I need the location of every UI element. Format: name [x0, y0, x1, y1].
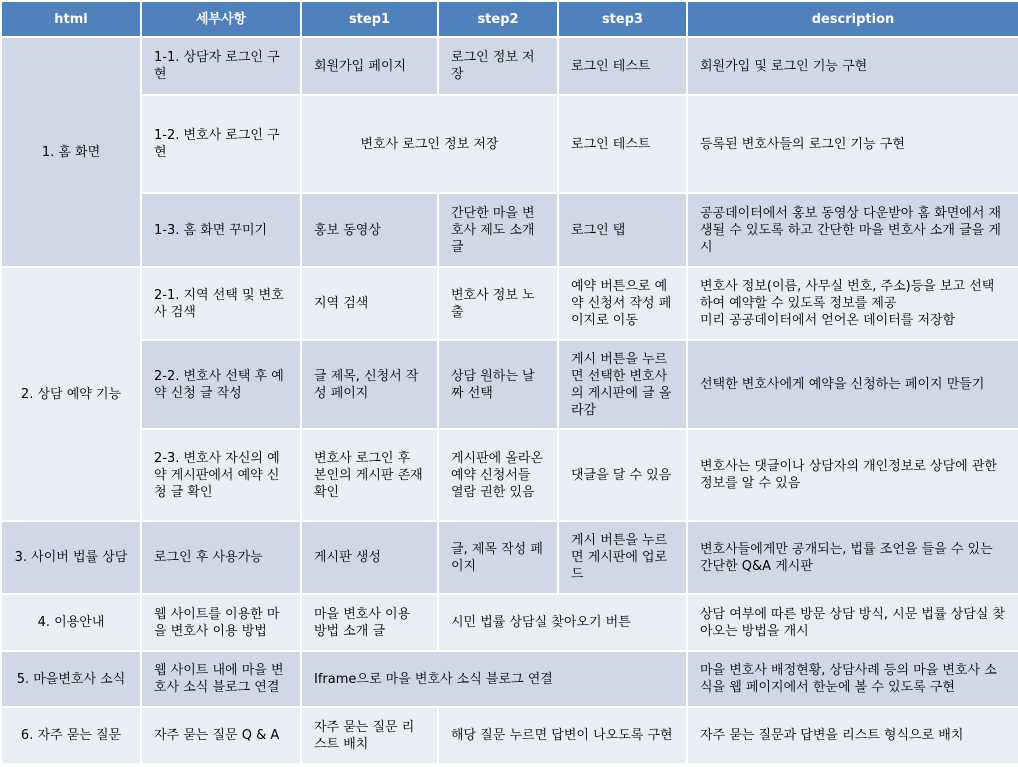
header-row — [1, 1, 1018, 37]
header-description: description — [687, 1, 1018, 37]
detail-cell: 2-2. 변호사 선택 후 예 약 신청 글 작성 — [141, 340, 301, 429]
description-cell: 마을 변호사 배정현황, 상담사례 등의 마을 변호사 소 식을 웹 페이지에서 한눈에 볼 수 있도록 구현 — [687, 651, 1018, 707]
detail-cell: 웹 사이트를 이용한 마 을 변호사 이용 방법 — [141, 594, 301, 651]
description-cell: 회원가입 및 로그인 기능 구현 — [687, 37, 1018, 95]
description-cell: 자주 묻는 질문과 답변을 리스트 형식으로 배치 — [687, 707, 1018, 764]
step3-cell: 예약 버튼으로 예 약 신청서 작성 페 이지로 이동 — [558, 267, 687, 340]
table-row — [1, 37, 1018, 95]
description-cell: 상담 여부에 따른 방문 상담 방식, 시문 법률 상담실 찾 아오는 방법을 개시 — [687, 594, 1018, 651]
section-home: 1. 홈 화면 — [1, 37, 141, 267]
section-reservation: 2. 상담 예약 기능 — [1, 267, 141, 521]
step1-cell: 글 제목, 신청서 작 성 페이지 — [301, 340, 438, 429]
detail-cell: 1-1. 상담자 로그인 구 현 — [141, 37, 301, 95]
detail-cell: 웹 사이트 내에 마을 변 호사 소식 블로그 연결 — [141, 651, 301, 707]
description-cell: 선택한 변호사에게 예약을 신청하는 페이지 만들기 — [687, 340, 1018, 429]
detail-cell: 1-3. 홈 화면 꾸미기 — [141, 193, 301, 267]
step2-cell: 변호사 정보 노 출 — [438, 267, 558, 340]
step2-cell: 로그인 정보 저 장 — [438, 37, 558, 95]
step3-cell: 로그인 테스트 — [558, 95, 687, 193]
detail-cell: 자주 묻는 질문 Q & A — [141, 707, 301, 764]
header-html: html — [1, 1, 141, 37]
step-merged-cell: 시민 법률 상담실 찾아오기 버튼 — [438, 594, 687, 651]
header-detail: 세부사항 — [141, 1, 301, 37]
step1-cell: 변호사 로그인 후 본인의 게시판 존재 확인 — [301, 429, 438, 521]
header-step3: step3 — [558, 1, 687, 37]
step-merged-cell: 해당 질문 누르면 답변이 나오도록 구현 — [438, 707, 687, 764]
step3-cell: 게시 버튼을 누르 면 게시판에 업로 드 — [558, 521, 687, 594]
step2-cell: 간단한 마을 변 호사 제도 소개 글 — [438, 193, 558, 267]
step1-cell: 자주 묻는 질문 리 스트 배치 — [301, 707, 438, 764]
table-row — [1, 95, 1018, 193]
step-merged-cell: Iframe으로 마을 변호사 소식 블로그 연결 — [301, 651, 687, 707]
description-cell: 공공데이터에서 홍보 동영상 다운받아 홈 화면에서 재 생될 수 있도록 하고 간단한 마을 변호사 소개 글을 게 시 — [687, 193, 1018, 267]
step1-cell: 홍보 동영상 — [301, 193, 438, 267]
table-row — [1, 707, 1018, 764]
description-cell: 변호사들에게만 공개되는, 법률 조언을 들을 수 있는 간단한 Q&A 게시판 — [687, 521, 1018, 594]
table-row — [1, 521, 1018, 594]
table-row — [1, 267, 1018, 340]
step2-cell: 글, 제목 작성 페 이지 — [438, 521, 558, 594]
detail-cell: 로그인 후 사용가능 — [141, 521, 301, 594]
header-step1: step1 — [301, 1, 438, 37]
step2-cell: 게시판에 올라온 예약 신청서들 열람 권한 있음 — [438, 429, 558, 521]
section-faq: 6. 자주 묻는 질문 — [1, 707, 141, 764]
description-cell: 변호사는 댓글이나 상담자의 개인정보로 상담에 관한 정보를 알 수 있음 — [687, 429, 1018, 521]
step2-cell: 상담 원하는 날 짜 선택 — [438, 340, 558, 429]
step3-cell: 로그인 탭 — [558, 193, 687, 267]
table-row — [1, 594, 1018, 651]
step1-cell: 마을 변호사 이용 방법 소개 글 — [301, 594, 438, 651]
detail-cell: 2-3. 변호사 자신의 예 약 게시판에서 예약 신 청 글 확인 — [141, 429, 301, 521]
step3-cell: 댓글을 달 수 있음 — [558, 429, 687, 521]
step1-cell: 회원가입 페이지 — [301, 37, 438, 95]
detail-cell: 2-1. 지역 선택 및 변호 사 검색 — [141, 267, 301, 340]
table-row — [1, 340, 1018, 429]
description-cell: 등록된 변호사들의 로그인 기능 구현 — [687, 95, 1018, 193]
step3-cell: 게시 버튼을 누르 면 선택한 변호사 의 게시판에 글 올 라감 — [558, 340, 687, 429]
section-village-lawyer-news: 5. 마을변호사 소식 — [1, 651, 141, 707]
step1-cell: 지역 검색 — [301, 267, 438, 340]
section-cyber-legal: 3. 사이버 법률 상담 — [1, 521, 141, 594]
header-step2: step2 — [438, 1, 558, 37]
step-merged-cell: 변호사 로그인 정보 저장 — [301, 95, 558, 193]
step3-cell: 로그인 테스트 — [558, 37, 687, 95]
table-row — [1, 429, 1018, 521]
description-cell: 변호사 정보(이름, 사무실 번호, 주소)등을 보고 선택 하여 예약할 수 있도록 정보를 제공 미리 공공데이터에서 얻어온 데이터를 저장함 — [687, 267, 1018, 340]
detail-cell: 1-2. 변호사 로그인 구 현 — [141, 95, 301, 193]
table-row — [1, 651, 1018, 707]
section-usage-guide: 4. 이용안내 — [1, 594, 141, 651]
step1-cell: 게시판 생성 — [301, 521, 438, 594]
table-row — [1, 193, 1018, 267]
